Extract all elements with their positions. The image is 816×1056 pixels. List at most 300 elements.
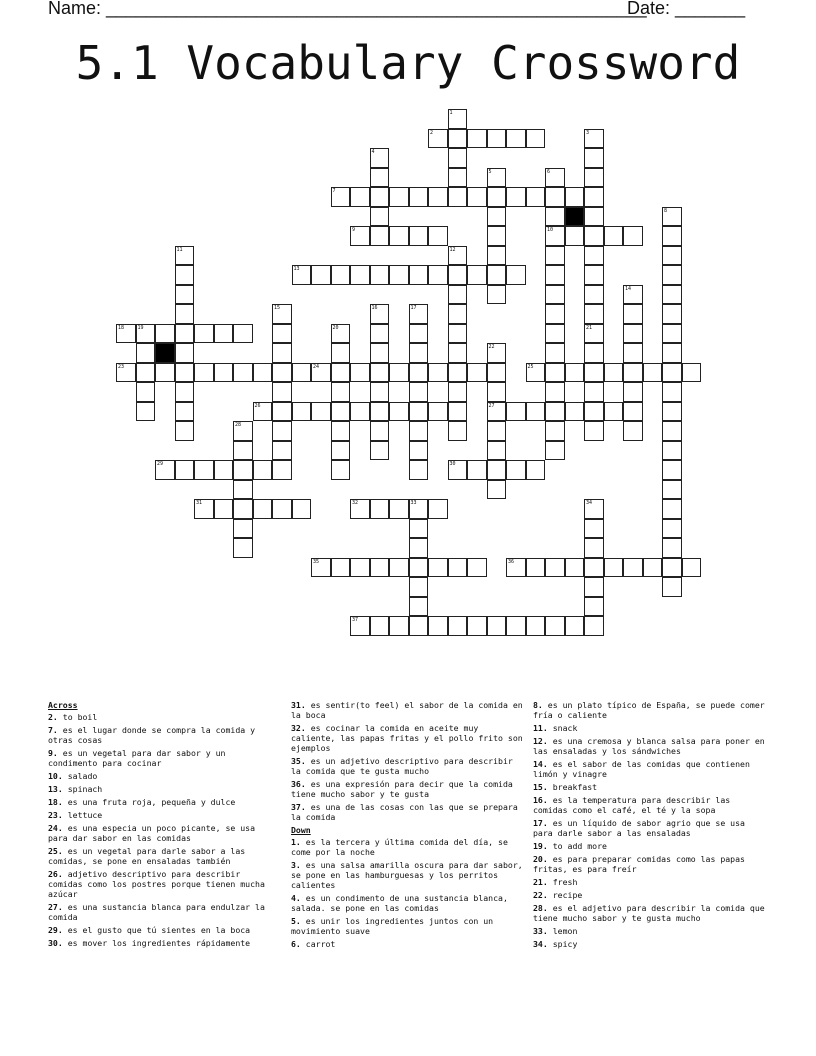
crossword-cell[interactable]: [584, 577, 604, 597]
crossword-cell[interactable]: [233, 363, 253, 383]
clue-number-label: 1: [449, 110, 453, 116]
crossword-cell[interactable]: [526, 187, 546, 207]
crossword-cell[interactable]: [662, 265, 682, 285]
crossword-cell[interactable]: [604, 402, 624, 422]
crossword-cell[interactable]: [467, 558, 487, 578]
crossword-cell[interactable]: [233, 441, 253, 461]
crossword-cell[interactable]: [584, 265, 604, 285]
crossword-cell[interactable]: [623, 402, 643, 422]
crossword-cell[interactable]: [584, 285, 604, 305]
crossword-cell[interactable]: [448, 343, 468, 363]
crossword-cell[interactable]: [487, 207, 507, 227]
crossword-cell[interactable]: [467, 187, 487, 207]
clue-number-label: 13: [293, 266, 300, 272]
crossword-cell[interactable]: [584, 558, 604, 578]
crossword-cell[interactable]: [584, 343, 604, 363]
crossword-cell[interactable]: [428, 187, 448, 207]
crossword-cell[interactable]: [487, 187, 507, 207]
crossword-cell[interactable]: [487, 226, 507, 246]
crossword-cell[interactable]: [506, 129, 526, 149]
crossword-cell[interactable]: [233, 499, 253, 519]
crossword-cell[interactable]: [545, 207, 565, 227]
crossword-cell[interactable]: [272, 460, 292, 480]
crossword-cell[interactable]: [409, 363, 429, 383]
crossword-cell[interactable]: [214, 363, 234, 383]
clue-number-label: 6: [547, 168, 551, 175]
crossword-cell[interactable]: [584, 402, 604, 422]
crossword-cell[interactable]: [311, 402, 331, 422]
crossword-cell[interactable]: [194, 324, 214, 344]
crossword-cell[interactable]: [428, 363, 448, 383]
crossword-cell[interactable]: [662, 460, 682, 480]
crossword-cell[interactable]: [175, 304, 195, 324]
crossword-cell[interactable]: [545, 616, 565, 636]
crossword-cell[interactable]: [136, 343, 156, 363]
crossword-cell[interactable]: [292, 499, 312, 519]
crossword-cell[interactable]: [272, 499, 292, 519]
crossword-cell[interactable]: [116, 363, 136, 383]
crossword-cell[interactable]: [487, 246, 507, 266]
crossword-cell[interactable]: [526, 460, 546, 480]
crossword-cell[interactable]: [370, 382, 390, 402]
crossword-cell[interactable]: [487, 402, 507, 422]
crossword-cell[interactable]: [545, 168, 565, 188]
crossword-cell[interactable]: [194, 499, 214, 519]
crossword-cell[interactable]: [409, 226, 429, 246]
crossword-cell[interactable]: [409, 499, 429, 519]
crossword-cell[interactable]: [409, 402, 429, 422]
crossword-cell[interactable]: [448, 285, 468, 305]
crossword-cell[interactable]: [565, 187, 585, 207]
crossword-cell[interactable]: [253, 363, 273, 383]
crossword-cell[interactable]: [565, 226, 585, 246]
crossword-cell[interactable]: [526, 402, 546, 422]
crossword-cell[interactable]: [584, 129, 604, 149]
crossword-cell[interactable]: [370, 207, 390, 227]
crossword-cell[interactable]: [565, 616, 585, 636]
date-field-line: Date: _______: [627, 0, 746, 18]
crossword-cell[interactable]: [370, 168, 390, 188]
crossword-cell[interactable]: [487, 129, 507, 149]
crossword-cell[interactable]: [214, 460, 234, 480]
crossword-cell[interactable]: [409, 597, 429, 617]
crossword-cell[interactable]: [662, 343, 682, 363]
crossword-cell[interactable]: [487, 285, 507, 305]
crossword-cell[interactable]: [409, 460, 429, 480]
clue-number: 20.: [533, 854, 548, 864]
clue-number-label: 8: [664, 207, 668, 214]
crossword-cell[interactable]: [175, 460, 195, 480]
crossword-cell[interactable]: [233, 519, 253, 539]
crossword-cell[interactable]: [292, 363, 312, 383]
crossword-cell[interactable]: [428, 616, 448, 636]
crossword-cell[interactable]: [545, 324, 565, 344]
crossword-cell[interactable]: [487, 441, 507, 461]
crossword-cell[interactable]: [487, 168, 507, 188]
clue-item: [533, 903, 765, 923]
crossword-cell[interactable]: [584, 226, 604, 246]
crossword-cell[interactable]: [467, 129, 487, 149]
crossword-cell[interactable]: [428, 129, 448, 149]
crossword-cell[interactable]: [175, 343, 195, 363]
crossword-cell[interactable]: [292, 265, 312, 285]
crossword-cell[interactable]: [233, 480, 253, 500]
crossword-cell[interactable]: [409, 343, 429, 363]
crossword-cell[interactable]: [584, 187, 604, 207]
crossword-cell[interactable]: [526, 558, 546, 578]
crossword-cell[interactable]: [487, 421, 507, 441]
crossword-cell[interactable]: [526, 616, 546, 636]
crossword-cell[interactable]: [370, 187, 390, 207]
crossword-cell[interactable]: [194, 363, 214, 383]
crossword-cell[interactable]: [662, 538, 682, 558]
crossword-cell[interactable]: [448, 421, 468, 441]
crossword-cell[interactable]: [623, 226, 643, 246]
crossword-cell[interactable]: [389, 402, 409, 422]
clue-text: es un vegetal para darle sabor a las comidas, se pone en ensaladas también: [48, 846, 246, 866]
crossword-cell[interactable]: [545, 304, 565, 324]
crossword-cell[interactable]: [545, 187, 565, 207]
crossword-cell[interactable]: [253, 402, 273, 422]
crossword-cell[interactable]: [409, 265, 429, 285]
crossword-cell[interactable]: [194, 460, 214, 480]
crossword-cell[interactable]: [662, 577, 682, 597]
crossword-cell[interactable]: [487, 616, 507, 636]
crossword-cell[interactable]: [487, 343, 507, 363]
crossword-cell[interactable]: [584, 207, 604, 227]
crossword-cell[interactable]: [448, 187, 468, 207]
crossword-cell[interactable]: [448, 363, 468, 383]
crossword-cell[interactable]: [311, 265, 331, 285]
crossword-cell[interactable]: [448, 168, 468, 188]
crossword-cell[interactable]: [409, 558, 429, 578]
crossword-cell[interactable]: [545, 343, 565, 363]
crossword-cell[interactable]: [272, 324, 292, 344]
crossword-cell[interactable]: [604, 226, 624, 246]
crossword-cell[interactable]: [116, 324, 136, 344]
crossword-cell[interactable]: [662, 304, 682, 324]
clue-item: [48, 712, 276, 722]
crossword-cell[interactable]: [136, 324, 156, 344]
crossword-cell[interactable]: [584, 421, 604, 441]
crossword-cell[interactable]: [565, 558, 585, 578]
clue-item: [48, 725, 276, 745]
crossword-cell[interactable]: [428, 226, 448, 246]
crossword-cell[interactable]: [233, 421, 253, 441]
crossword-cell[interactable]: [448, 148, 468, 168]
crossword-cell[interactable]: [623, 558, 643, 578]
crossword-cell[interactable]: [350, 226, 370, 246]
crossword-cell[interactable]: [272, 421, 292, 441]
crossword-cell[interactable]: [643, 558, 663, 578]
crossword-cell[interactable]: [662, 285, 682, 305]
crossword-cell[interactable]: [662, 499, 682, 519]
crossword-cell[interactable]: [175, 324, 195, 344]
crossword-cell[interactable]: [545, 363, 565, 383]
crossword-cell[interactable]: [584, 597, 604, 617]
crossword-cell[interactable]: [662, 421, 682, 441]
crossword-cell[interactable]: [584, 363, 604, 383]
crossword-cell[interactable]: [370, 324, 390, 344]
crossword-cell[interactable]: [623, 421, 643, 441]
crossword-cell[interactable]: [545, 265, 565, 285]
crossword-cell[interactable]: [604, 558, 624, 578]
crossword-cell[interactable]: [448, 402, 468, 422]
crossword-cell[interactable]: [331, 460, 351, 480]
crossword-cell[interactable]: [487, 382, 507, 402]
crossword-cell[interactable]: [448, 304, 468, 324]
crossword-cell[interactable]: [448, 246, 468, 266]
crossword-cell[interactable]: [467, 363, 487, 383]
crossword-cell[interactable]: [350, 402, 370, 422]
crossword-cell[interactable]: [253, 460, 273, 480]
crossword-cell[interactable]: [506, 460, 526, 480]
crossword-cell[interactable]: [584, 538, 604, 558]
crossword-cell[interactable]: [272, 441, 292, 461]
crossword-cell[interactable]: [350, 363, 370, 383]
crossword-cell[interactable]: [370, 226, 390, 246]
crossword-cell[interactable]: [662, 226, 682, 246]
crossword-cell[interactable]: [350, 616, 370, 636]
crossword-cell[interactable]: [253, 499, 273, 519]
crossword-cell[interactable]: [272, 382, 292, 402]
clue-number: 4.: [291, 893, 301, 903]
crossword-cell[interactable]: [662, 382, 682, 402]
clue-text: snack: [547, 723, 578, 733]
crossword-cell[interactable]: [311, 558, 331, 578]
crossword-cell[interactable]: [175, 363, 195, 383]
crossword-cell[interactable]: [331, 402, 351, 422]
crossword-cell[interactable]: [662, 402, 682, 422]
crossword-cell[interactable]: [136, 382, 156, 402]
clue-text: es una cremosa y blanca salsa para poner en las ensaladas y los sándwiches: [533, 736, 765, 756]
crossword-cell[interactable]: [584, 304, 604, 324]
crossword-cell[interactable]: [506, 616, 526, 636]
crossword-cell[interactable]: [623, 324, 643, 344]
crossword-cell[interactable]: [389, 499, 409, 519]
crossword-cell[interactable]: [175, 382, 195, 402]
crossword-cell[interactable]: [584, 616, 604, 636]
crossword-cell[interactable]: [565, 402, 585, 422]
crossword-cell[interactable]: [584, 324, 604, 344]
crossword-cell[interactable]: [136, 402, 156, 422]
crossword-cell[interactable]: [487, 265, 507, 285]
crossword-cell[interactable]: [448, 616, 468, 636]
crossword-cell[interactable]: [623, 382, 643, 402]
crossword-cell[interactable]: [662, 558, 682, 578]
crossword-cell[interactable]: [623, 304, 643, 324]
crossword-cell[interactable]: [175, 265, 195, 285]
crossword-cell[interactable]: [409, 304, 429, 324]
clue-number-label: 23: [118, 363, 125, 370]
crossword-cell[interactable]: [662, 363, 682, 383]
crossword-cell[interactable]: [428, 558, 448, 578]
crossword-cell[interactable]: [272, 363, 292, 383]
crossword-cell[interactable]: [389, 558, 409, 578]
crossword-cell[interactable]: [370, 402, 390, 422]
crossword-cell[interactable]: [409, 441, 429, 461]
crossword-cell[interactable]: [389, 226, 409, 246]
crossword-cell[interactable]: [175, 402, 195, 422]
clue-text: spinach: [62, 784, 103, 794]
crossword-cell[interactable]: [662, 519, 682, 539]
clue-number-label: 12: [449, 246, 456, 253]
crossword-cell[interactable]: [448, 109, 468, 129]
crossword-cell[interactable]: [662, 441, 682, 461]
crossword-cell[interactable]: [272, 304, 292, 324]
crossword-cell[interactable]: [662, 246, 682, 266]
crossword-cell[interactable]: [662, 207, 682, 227]
crossword-cell[interactable]: [370, 499, 390, 519]
crossword-cell[interactable]: [370, 363, 390, 383]
crossword-cell[interactable]: [545, 441, 565, 461]
crossword-cell[interactable]: [331, 421, 351, 441]
crossword-cell[interactable]: [233, 460, 253, 480]
clue-number-label: 3: [586, 129, 590, 136]
crossword-cell[interactable]: [409, 324, 429, 344]
crossword-cell[interactable]: [175, 285, 195, 305]
clue-number-label: 27: [488, 402, 495, 409]
crossword-cell[interactable]: [389, 265, 409, 285]
crossword-cell[interactable]: [448, 265, 468, 285]
crossword-cell[interactable]: [311, 363, 331, 383]
crossword-cell[interactable]: [409, 616, 429, 636]
clue-column-3: [533, 700, 765, 952]
clue-number: 27.: [48, 902, 63, 912]
crossword-cell[interactable]: [331, 187, 351, 207]
crossword-cell[interactable]: [370, 148, 390, 168]
crossword-cell[interactable]: [370, 265, 390, 285]
clue-item: [291, 939, 523, 949]
crossword-cell[interactable]: [545, 421, 565, 441]
crossword-cell[interactable]: [584, 148, 604, 168]
crossword-cell[interactable]: [370, 304, 390, 324]
crossword-cell[interactable]: [584, 168, 604, 188]
crossword-cell[interactable]: [214, 324, 234, 344]
crossword-cell[interactable]: [467, 460, 487, 480]
crossword-cell[interactable]: [233, 538, 253, 558]
crossword-cell[interactable]: [682, 558, 702, 578]
crossword-cell[interactable]: [350, 187, 370, 207]
crossword-cell[interactable]: [428, 402, 448, 422]
crossword-cell[interactable]: [448, 382, 468, 402]
crossword-cell[interactable]: [506, 265, 526, 285]
crossword-cell[interactable]: [545, 382, 565, 402]
clue-number-label: 35: [313, 558, 320, 565]
crossword-cell[interactable]: [331, 343, 351, 363]
crossword-cell[interactable]: [409, 538, 429, 558]
crossword-cell[interactable]: [370, 558, 390, 578]
crossword-cell[interactable]: [428, 265, 448, 285]
crossword-cell[interactable]: [331, 382, 351, 402]
crossword-cell[interactable]: [584, 499, 604, 519]
crossword-cell[interactable]: [448, 324, 468, 344]
clue-number: 36.: [291, 779, 306, 789]
crossword-cell[interactable]: [350, 265, 370, 285]
crossword-cell[interactable]: [506, 402, 526, 422]
crossword-cell[interactable]: [389, 616, 409, 636]
crossword-cell[interactable]: [331, 441, 351, 461]
crossword-cell[interactable]: [448, 460, 468, 480]
crossword-cell[interactable]: [409, 421, 429, 441]
crossword-cell[interactable]: [584, 246, 604, 266]
crossword-cell[interactable]: [448, 558, 468, 578]
crossword-cell[interactable]: [506, 187, 526, 207]
crossword-cell[interactable]: [584, 519, 604, 539]
crossword-cell[interactable]: [526, 363, 546, 383]
clue-item: [533, 759, 765, 779]
crossword-cell[interactable]: [487, 480, 507, 500]
crossword-cell[interactable]: [331, 558, 351, 578]
clue-item: [533, 782, 765, 792]
crossword-cell[interactable]: [604, 363, 624, 383]
crossword-cell[interactable]: [623, 285, 643, 305]
crossword-cell[interactable]: [370, 421, 390, 441]
crossword-cell[interactable]: [545, 558, 565, 578]
clue-number: 6.: [291, 939, 301, 949]
crossword-cell[interactable]: [584, 382, 604, 402]
crossword-cell[interactable]: [175, 421, 195, 441]
crossword-cell[interactable]: [175, 246, 195, 266]
crossword-cell[interactable]: [682, 363, 702, 383]
crossword-cell[interactable]: [428, 499, 448, 519]
crossword-cell[interactable]: [662, 324, 682, 344]
crossword-cell[interactable]: [292, 402, 312, 422]
crossword-cell[interactable]: [331, 324, 351, 344]
crossword-cell[interactable]: [662, 480, 682, 500]
crossword-cell[interactable]: [272, 402, 292, 422]
crossword-cell[interactable]: [409, 382, 429, 402]
crossword-cell[interactable]: [214, 499, 234, 519]
crossword-cell[interactable]: [565, 363, 585, 383]
crossword-cell[interactable]: [409, 577, 429, 597]
crossword-cell[interactable]: [467, 265, 487, 285]
crossword-cell[interactable]: [545, 226, 565, 246]
clue-item: [48, 823, 276, 843]
crossword-cell[interactable]: [643, 363, 663, 383]
crossword-cell[interactable]: [409, 187, 429, 207]
crossword-cell[interactable]: [370, 441, 390, 461]
crossword-cell[interactable]: [233, 324, 253, 344]
crossword-cell[interactable]: [545, 285, 565, 305]
crossword-cell[interactable]: [545, 246, 565, 266]
crossword-cell[interactable]: [526, 129, 546, 149]
crossword-cell[interactable]: [136, 363, 156, 383]
crossword-cell[interactable]: [370, 616, 390, 636]
crossword-cell[interactable]: [467, 616, 487, 636]
crossword-cell[interactable]: [155, 363, 175, 383]
crossword-cell[interactable]: [487, 363, 507, 383]
crossword-cell[interactable]: [389, 363, 409, 383]
crossword-cell[interactable]: [409, 519, 429, 539]
crossword-cell[interactable]: [506, 558, 526, 578]
crossword-cell[interactable]: [331, 265, 351, 285]
crossword-cell[interactable]: [448, 129, 468, 149]
crossword-cell[interactable]: [623, 343, 643, 363]
crossword-cell[interactable]: [487, 460, 507, 480]
crossword-cell[interactable]: [272, 343, 292, 363]
crossword-cell[interactable]: [350, 499, 370, 519]
crossword-cell[interactable]: [545, 402, 565, 422]
crossword-cell[interactable]: [350, 558, 370, 578]
crossword-cell[interactable]: [331, 363, 351, 383]
crossword-cell[interactable]: [623, 363, 643, 383]
crossword-cell[interactable]: [389, 187, 409, 207]
crossword-cell[interactable]: [155, 460, 175, 480]
crossword-cell[interactable]: [370, 343, 390, 363]
crossword-cell[interactable]: [155, 324, 175, 344]
clue-number: 25.: [48, 846, 63, 856]
